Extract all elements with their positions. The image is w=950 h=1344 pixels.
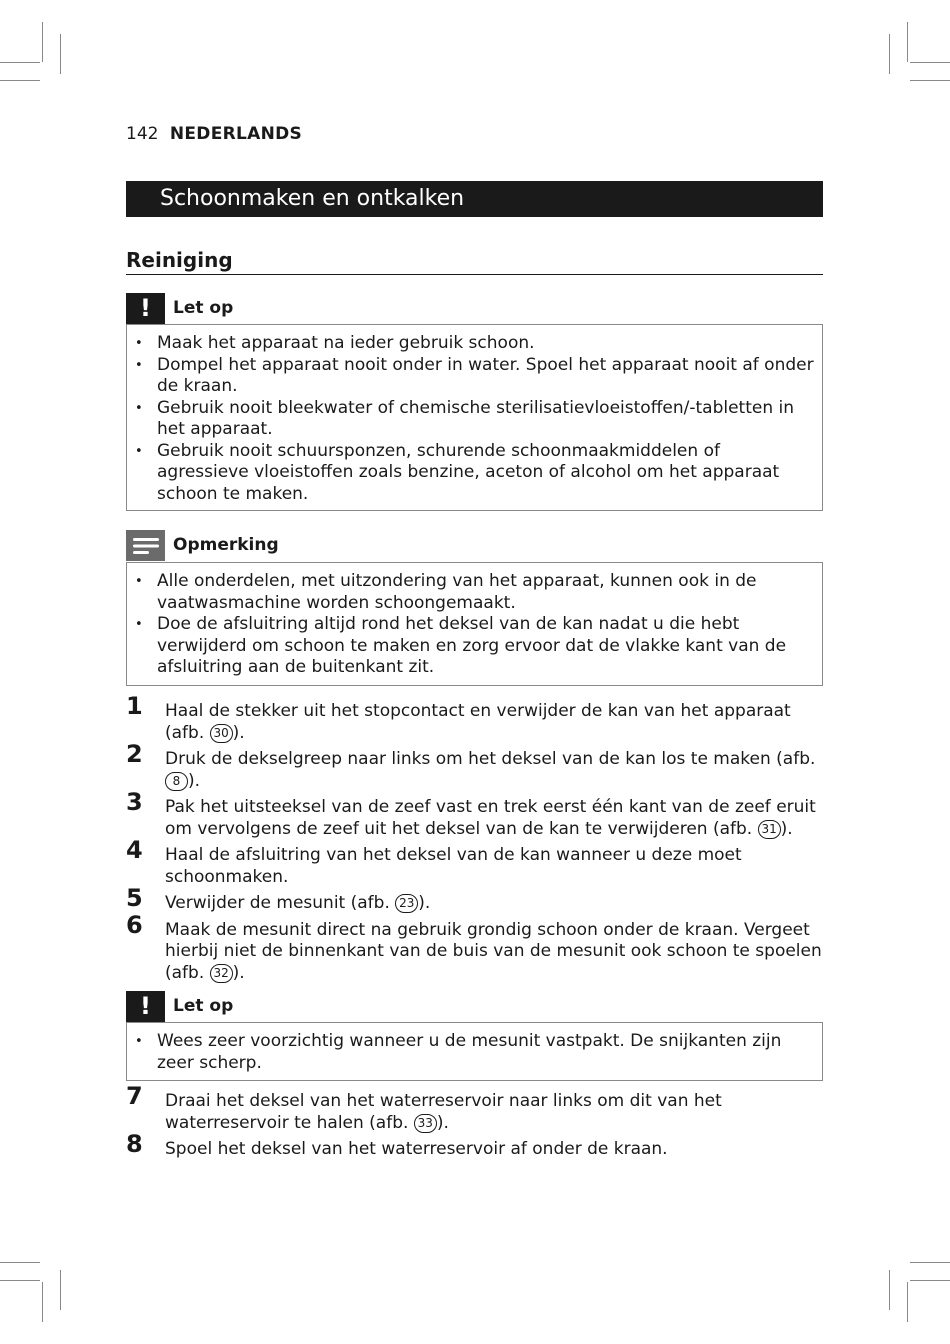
step-text: Druk de dekselgreep naar links om het deksel van de kan los te maken (afb. [165,749,816,769]
step-number: 5 [126,884,143,912]
step-text-end: ). [188,770,201,791]
step-number: 1 [126,692,143,720]
step-text: Spoel het deksel van het waterreservoir af onder de kraan. [165,1139,668,1159]
step-item [126,692,823,744]
section-title: Schoonmaken en ontkalken [126,181,823,217]
crop-mark [907,22,908,62]
subsection-title: Reiniging [126,248,823,275]
step-number: 6 [126,910,143,939]
list-item: • Doe de afsluitring altijd rond het deksel van de kan nadat u die hebt verwijderd om schoon te maken en zorg ervoor dat de vlakke kant van de afsluitring aan de buitenkant zit. [157,614,814,679]
step-number: 4 [126,836,143,864]
crop-mark [910,1280,950,1281]
caution-header [126,293,823,324]
figure-ref: 30 [210,724,233,743]
crop-mark [907,1282,908,1322]
crop-mark [0,80,40,81]
step-number: 8 [126,1130,143,1158]
step-text-end: ). [780,818,793,839]
figure-ref: 33 [414,1114,437,1133]
figure-ref: 32 [210,964,233,983]
caution-box [126,1022,823,1081]
crop-mark [910,1262,950,1263]
crop-mark [889,34,890,74]
crop-mark [0,1262,40,1263]
crop-mark [0,62,40,63]
step-text: Maak de mesunit direct na gebruik grondig schoon onder de kraan. Vergeet hierbij niet de binnenkant van de buis van de mesunit ook schoon te spoelen (afb. [165,919,822,983]
exclamation-icon: ! [126,293,165,324]
steps-list [126,692,823,989]
note-lines-icon [126,530,165,561]
step-item [126,1130,823,1161]
caution-label: Let op [173,996,234,1016]
step-text: Draai het deksel van het waterreservoir naar links om dit van het waterreservoir te halen (afb. [165,1091,722,1133]
caution-box [126,324,823,511]
step-text-end: ). [418,893,431,913]
note-label: Opmerking [173,535,279,555]
note-box [126,562,823,686]
step-item [126,740,823,792]
caution-label: Let op [173,298,234,318]
crop-mark [0,1280,40,1281]
crop-mark [60,1270,61,1310]
crop-mark [60,34,61,74]
figure-ref: 23 [395,894,418,913]
exclamation-icon: ! [126,991,165,1022]
crop-mark [910,80,950,81]
step-item [126,910,823,985]
list-item: • Dompel het apparaat nooit onder in water. Spoel het apparaat nooit af onder de kraan. [157,355,814,398]
crop-mark [889,1270,890,1310]
crop-mark [910,62,950,63]
note-header [126,530,823,561]
step-text-end: ). [232,722,245,743]
step-number: 3 [126,788,143,816]
step-number: 2 [126,740,143,768]
step-item [126,1082,823,1134]
figure-ref: 31 [758,820,781,839]
steps-list [126,1082,823,1166]
page-number: 142 [126,124,159,144]
caution-header [126,991,823,1022]
step-text-end: ). [232,962,245,983]
page-header [126,124,302,144]
step-item [126,836,823,888]
step-text-end: ). [436,1112,449,1133]
step-number: 7 [126,1082,143,1110]
list-item: • Gebruik nooit schuursponzen, schurende schoonmaakmiddelen of agressieve vloeistoffen zoals benzine, aceton of alcohol om het apparaat schoon te maken. [157,441,814,506]
language-label: NEDERLANDS [169,124,303,144]
list-item: • Wees zeer voorzichtig wanneer u de mesunit vastpakt. De snijkanten zijn zeer scherp. [157,1031,814,1074]
crop-mark [42,22,43,62]
list-item: • Alle onderdelen, met uitzondering van het apparaat, kunnen ook in de vaatwasmachine worden schoongemaakt. [157,571,814,614]
step-item [126,884,823,915]
figure-ref: 8 [165,772,188,791]
list-item: • Maak het apparaat na ieder gebruik schoon. [157,333,814,355]
step-item [126,788,823,840]
crop-mark [42,1282,43,1322]
step-text: Haal de stekker uit het stopcontact en verwijder de kan van het apparaat (afb. [165,701,791,743]
step-text: Pak het uitsteeksel van de zeef vast en trek eerst één kant van de zeef eruit om vervolgens de zeef uit het deksel van de kan te verwijderen (afb. [165,797,816,839]
step-text: Haal de afsluitring van het deksel van de kan wanneer u deze moet schoonmaken. [165,845,742,887]
list-item: • Gebruik nooit bleekwater of chemische sterilisatievloeistoffen/-tabletten in het apparaat. [157,398,814,441]
step-text: Verwijder de mesunit (afb. [165,893,396,913]
